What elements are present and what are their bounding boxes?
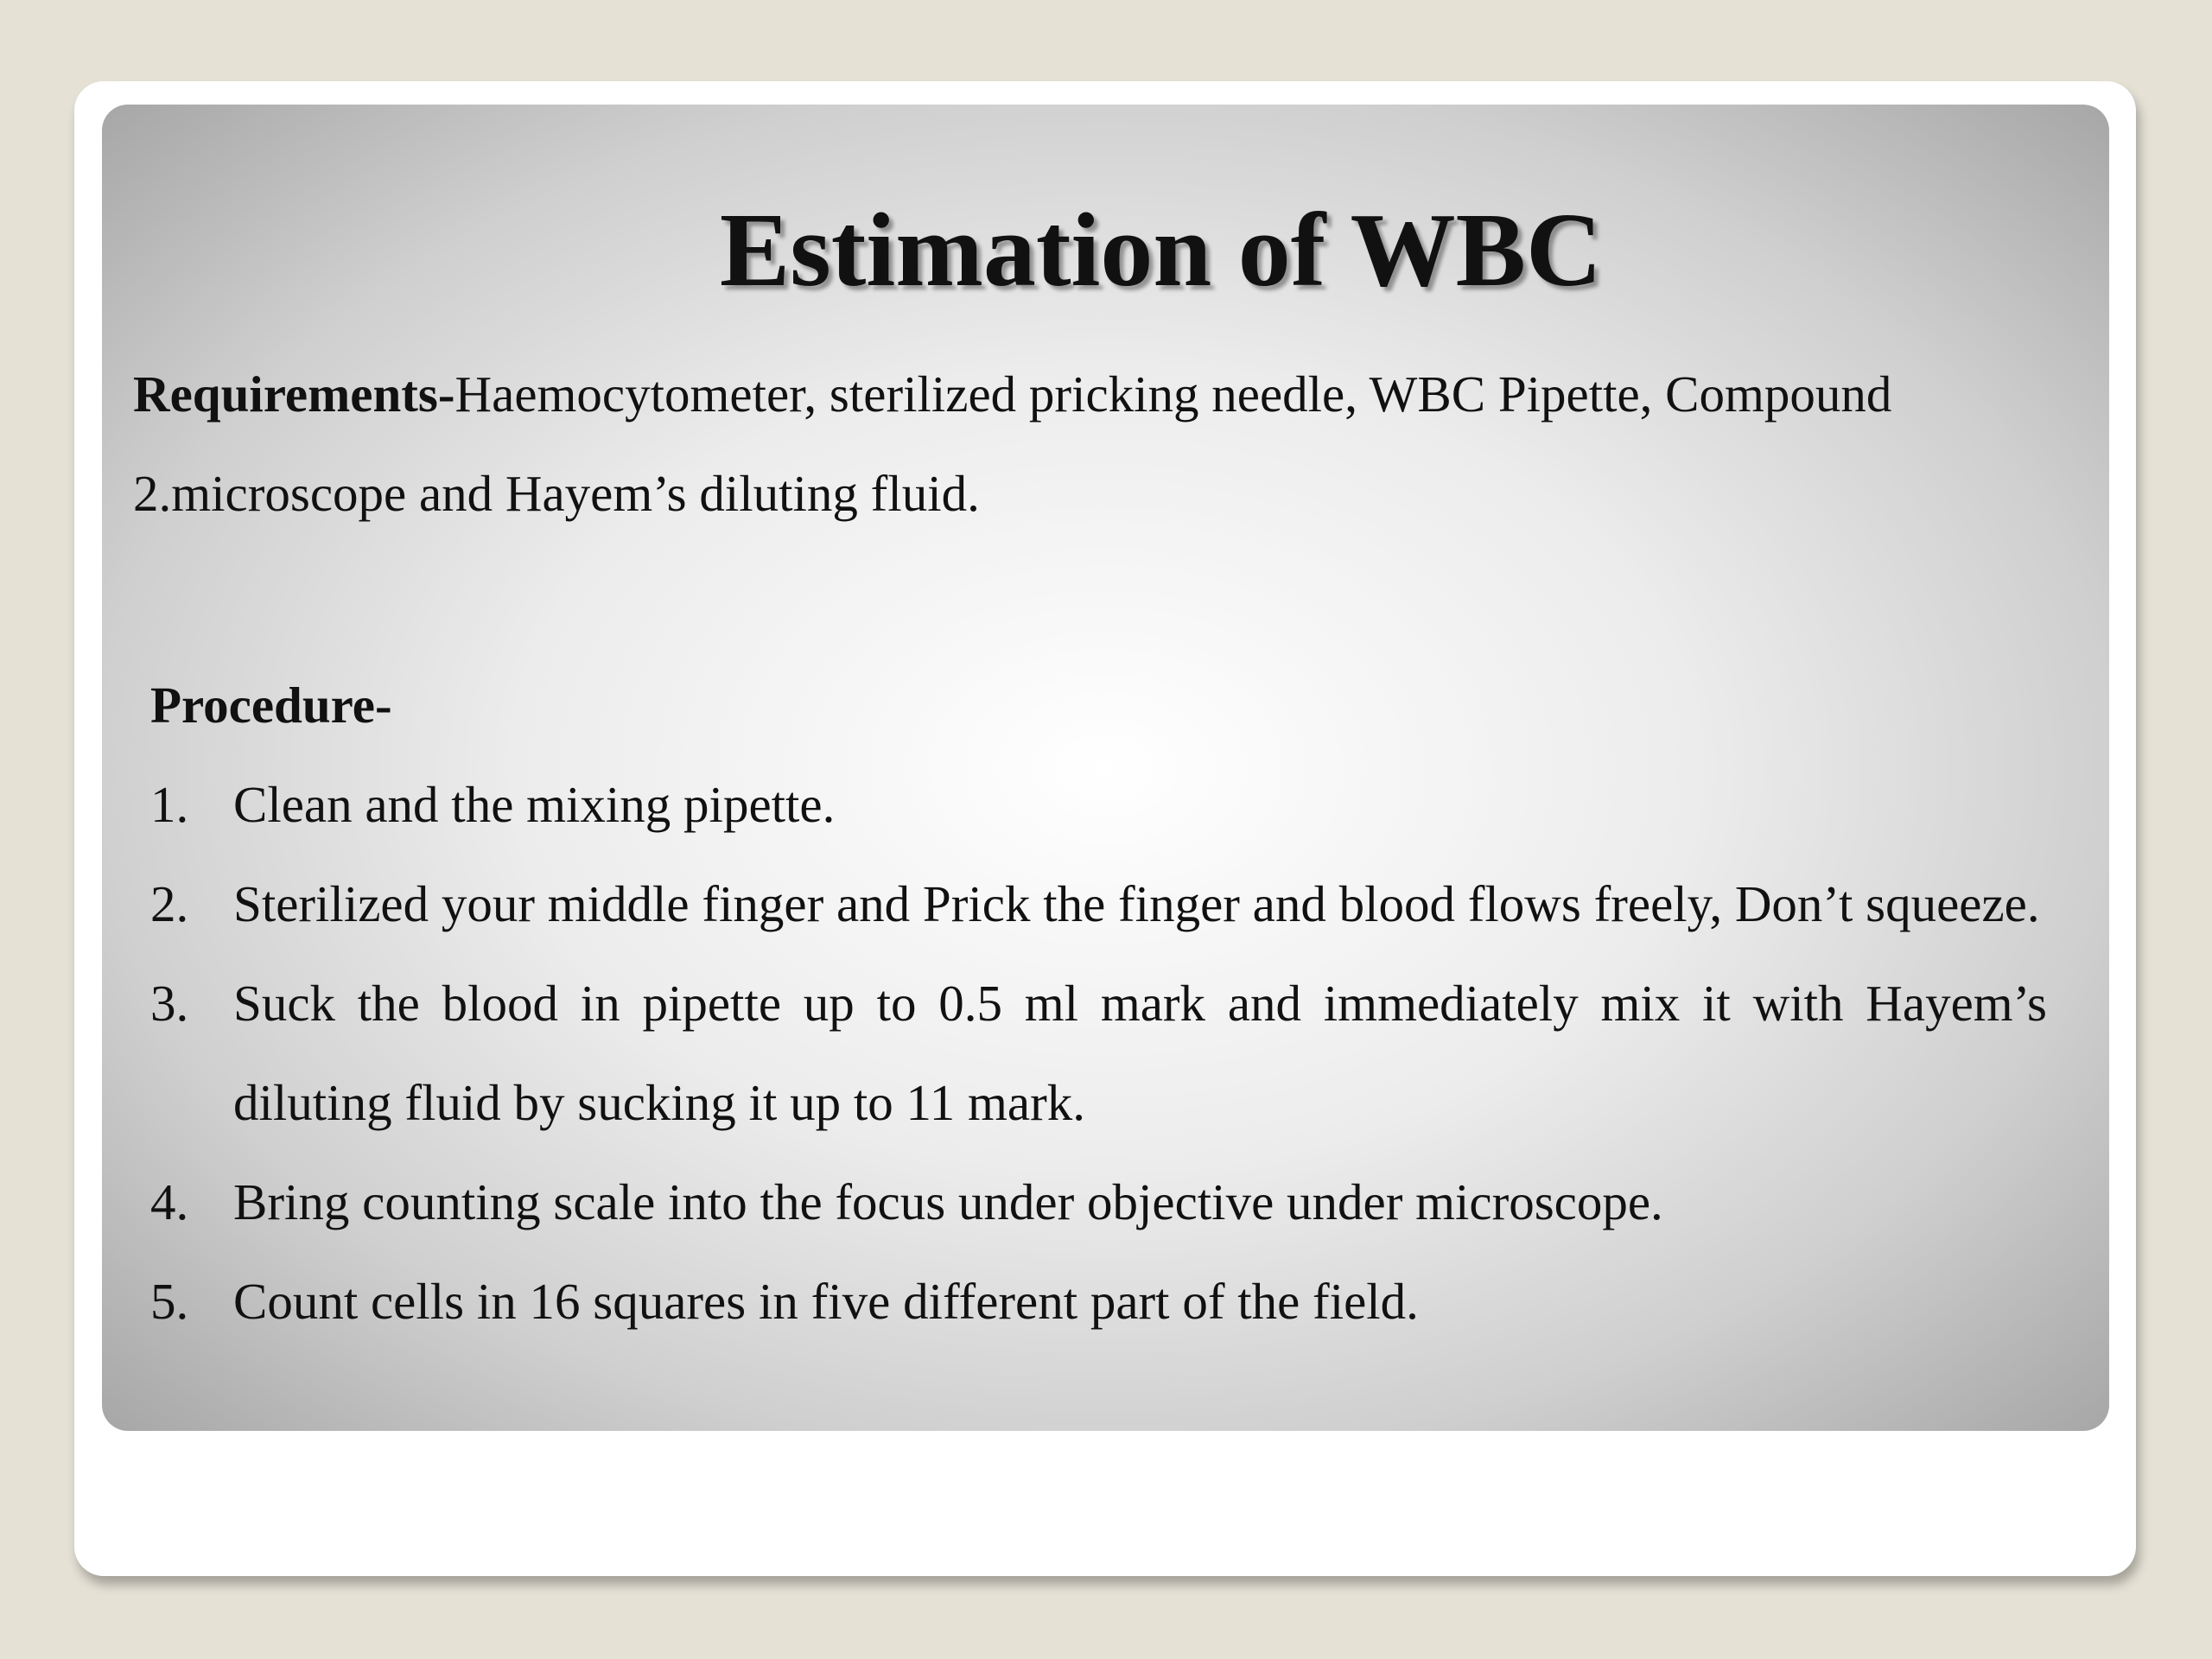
procedure-step-2 bbox=[150, 855, 2047, 954]
procedure-step-3 bbox=[150, 954, 2047, 1153]
step-number: 1. bbox=[150, 776, 189, 833]
requirements-line-1 bbox=[133, 345, 2077, 444]
procedure-step-1 bbox=[150, 755, 2047, 855]
requirements-text: Haemocytometer, sterilized pricking needle, WBC Pipette, Compound bbox=[454, 365, 1892, 423]
step-text: Clean and the mixing pipette. bbox=[233, 776, 836, 833]
step-number: 2. bbox=[150, 875, 189, 932]
step-number: 3. bbox=[150, 975, 189, 1032]
requirements-paragraph bbox=[133, 345, 2077, 543]
procedure-step-5 bbox=[150, 1252, 2047, 1351]
procedure-step-4 bbox=[150, 1153, 2047, 1252]
step-text: Suck the blood in pipette up to 0.5 ml mark and immediately mix it with Hayem’s diluting fluid by sucking it up to 11 mark. bbox=[233, 975, 2047, 1131]
step-text: Count cells in 16 squares in five different part of the field. bbox=[233, 1273, 1419, 1330]
requirements-line-2: 2.microscope and Hayem’s diluting fluid. bbox=[133, 465, 980, 522]
step-text: Bring counting scale into the focus under objective under microscope. bbox=[233, 1173, 1663, 1230]
procedure-heading: Procedure- bbox=[150, 677, 392, 734]
requirements-label: Requirements- bbox=[133, 365, 455, 423]
step-text: Sterilized your middle finger and Prick the finger and blood flows freely, Don’t squeeze. bbox=[233, 875, 2040, 932]
step-number: 5. bbox=[150, 1273, 189, 1330]
procedure-steps-list bbox=[150, 755, 2047, 1351]
step-number: 4. bbox=[150, 1173, 189, 1230]
slide-content-panel bbox=[102, 105, 2109, 1431]
slide-title: Estimation of WBC bbox=[719, 192, 1603, 308]
